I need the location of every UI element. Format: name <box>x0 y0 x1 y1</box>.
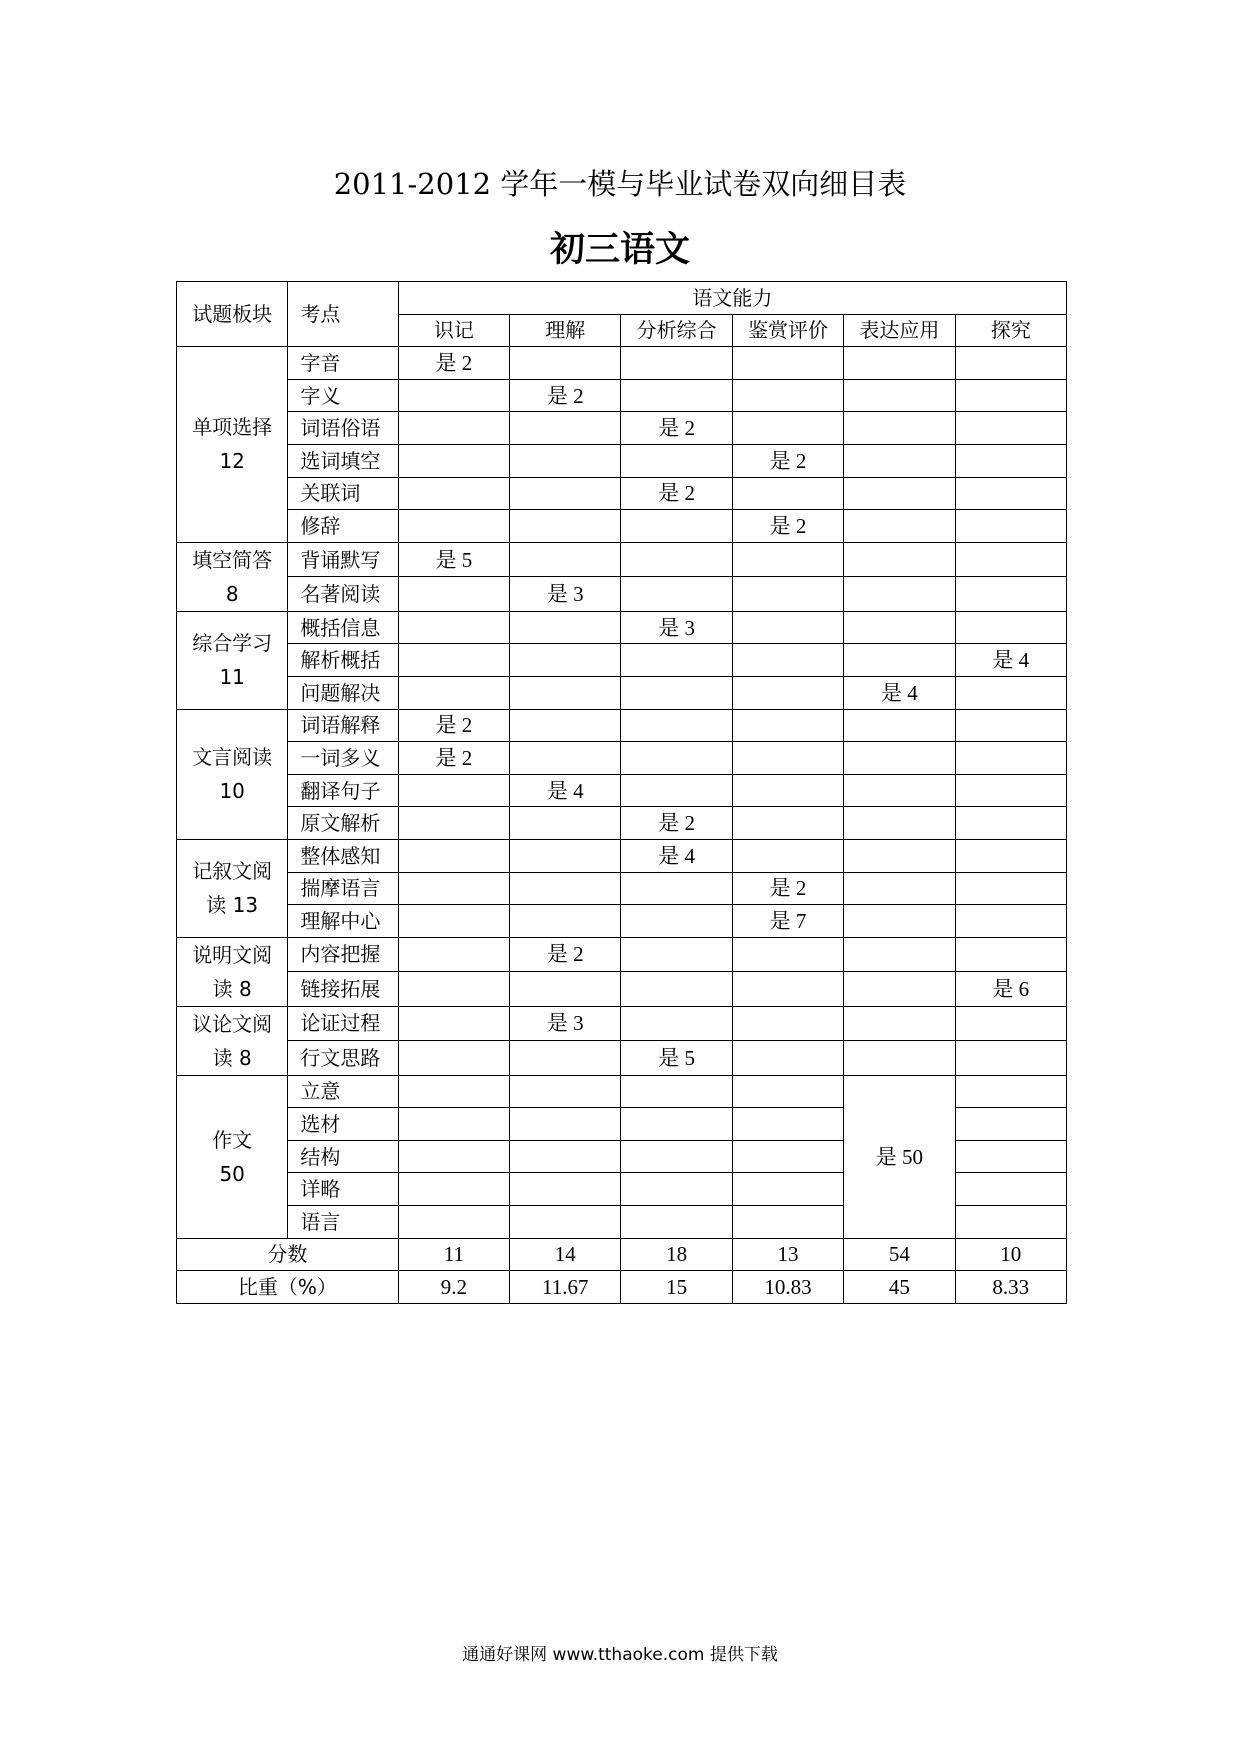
ability-cell <box>955 872 1066 905</box>
ability-cell <box>621 937 732 972</box>
table-row <box>177 542 1067 577</box>
section-label-line: 填空简答 <box>192 547 273 572</box>
ability-cell <box>510 1206 621 1239</box>
score-row-value: 14 <box>510 1238 621 1271</box>
table-row <box>177 742 1067 775</box>
ability-cell: 是 2 <box>398 709 509 742</box>
ability-cell <box>398 1206 509 1239</box>
ability-cell <box>844 1041 955 1076</box>
ability-cell <box>732 807 843 840</box>
section-label-line: 单项选择 <box>192 415 273 440</box>
exam-point: 整体感知 <box>288 839 398 872</box>
ability-cell <box>510 905 621 938</box>
ability-cell <box>510 742 621 775</box>
ability-cell <box>398 412 509 445</box>
ability-cell <box>732 709 843 742</box>
ability-cell <box>732 676 843 709</box>
ability-cell <box>510 872 621 905</box>
score-row <box>177 1238 1067 1271</box>
ability-cell <box>732 972 843 1007</box>
table-row <box>177 905 1067 938</box>
ability-cell <box>955 1140 1066 1173</box>
ability-cell <box>955 742 1066 775</box>
ability-cell <box>510 1108 621 1141</box>
ability-cell <box>398 872 509 905</box>
ability-header: 识记 <box>398 314 509 347</box>
ability-cell <box>844 477 955 510</box>
ability-cell <box>732 742 843 775</box>
exam-point: 一词多义 <box>288 742 398 775</box>
ability-cell <box>510 412 621 445</box>
exam-point: 问题解决 <box>288 676 398 709</box>
table-row <box>177 709 1067 742</box>
table-row <box>177 1006 1067 1041</box>
exam-point: 原文解析 <box>288 807 398 840</box>
section-label <box>177 1075 288 1238</box>
spec-table <box>176 281 1067 1304</box>
ability-cell <box>398 905 509 938</box>
weight-row <box>177 1271 1067 1304</box>
ability-cell <box>510 709 621 742</box>
ability-cell: 是 2 <box>621 477 732 510</box>
ability-cell: 是 2 <box>510 379 621 412</box>
ability-cell <box>844 577 955 612</box>
ability-cell <box>510 1173 621 1206</box>
exam-point: 揣摩语言 <box>288 872 398 905</box>
ability-cell <box>955 676 1066 709</box>
ability-cell <box>621 1206 732 1239</box>
merged-ability-cell: 是 50 <box>844 1075 955 1238</box>
ability-cell <box>510 972 621 1007</box>
ability-cell <box>621 379 732 412</box>
ability-cell <box>844 412 955 445</box>
ability-cell <box>398 1173 509 1206</box>
exam-point: 翻译句子 <box>288 774 398 807</box>
ability-cell <box>398 774 509 807</box>
ability-group-header: 语文能力 <box>398 282 1066 315</box>
exam-point: 修辞 <box>288 510 398 543</box>
ability-cell <box>398 444 509 477</box>
ability-cell <box>732 1140 843 1173</box>
table-row <box>177 972 1067 1007</box>
ability-cell <box>621 905 732 938</box>
score-row-value: 10 <box>955 1238 1066 1271</box>
subject-title: 初三语文 <box>549 230 690 270</box>
exam-point: 名著阅读 <box>288 577 398 612</box>
table-row <box>177 347 1067 380</box>
ability-cell: 是 2 <box>621 412 732 445</box>
ability-cell <box>510 839 621 872</box>
ability-cell <box>621 510 732 543</box>
ability-cell <box>955 611 1066 644</box>
ability-cell: 是 5 <box>398 542 509 577</box>
ability-cell <box>398 1108 509 1141</box>
ability-cell <box>732 347 843 380</box>
ability-cell: 是 4 <box>955 644 1066 677</box>
ability-cell <box>621 542 732 577</box>
ability-cell <box>621 1006 732 1041</box>
ability-cell <box>844 347 955 380</box>
ability-cell: 是 2 <box>398 742 509 775</box>
ability-cell <box>732 611 843 644</box>
page-title: 2011-2012 学年一模与毕业试卷双向细目表 <box>333 167 907 201</box>
section-label-line: 文言阅读 <box>192 745 273 770</box>
ability-cell <box>844 937 955 972</box>
ability-cell <box>510 510 621 543</box>
ability-cell <box>398 937 509 972</box>
ability-header: 分析综合 <box>621 314 732 347</box>
ability-cell <box>398 510 509 543</box>
ability-cell <box>398 1041 509 1076</box>
section-label <box>177 1006 288 1075</box>
ability-cell <box>621 577 732 612</box>
ability-cell <box>955 937 1066 972</box>
section-label-line: 作文 <box>212 1127 253 1152</box>
ability-cell <box>398 611 509 644</box>
ability-cell: 是 3 <box>510 577 621 612</box>
ability-cell <box>621 742 732 775</box>
ability-cell: 是 5 <box>621 1041 732 1076</box>
section-label-line: 8 <box>225 581 239 606</box>
ability-cell <box>844 510 955 543</box>
ability-cell: 是 6 <box>955 972 1066 1007</box>
section-label <box>177 611 288 709</box>
ability-cell <box>398 379 509 412</box>
exam-point: 选词填空 <box>288 444 398 477</box>
ability-cell: 是 3 <box>510 1006 621 1041</box>
ability-cell <box>955 709 1066 742</box>
ability-cell <box>621 444 732 477</box>
table-row <box>177 676 1067 709</box>
table-row <box>177 774 1067 807</box>
section-label-line: 11 <box>219 665 245 690</box>
ability-cell <box>621 709 732 742</box>
weight-row-label: 比重（%） <box>177 1271 399 1304</box>
ability-cell <box>398 807 509 840</box>
exam-point: 概括信息 <box>288 611 398 644</box>
ability-cell <box>510 542 621 577</box>
ability-cell <box>510 611 621 644</box>
exam-point: 关联词 <box>288 477 398 510</box>
ability-cell <box>732 1108 843 1141</box>
ability-cell <box>732 937 843 972</box>
ability-cell: 是 2 <box>510 937 621 972</box>
score-row-value: 13 <box>732 1238 843 1271</box>
exam-point: 链接拓展 <box>288 972 398 1007</box>
ability-cell <box>844 905 955 938</box>
ability-cell <box>955 477 1066 510</box>
exam-point: 背诵默写 <box>288 542 398 577</box>
exam-point: 字音 <box>288 347 398 380</box>
ability-cell <box>621 774 732 807</box>
ability-cell <box>732 1041 843 1076</box>
table-row <box>177 477 1067 510</box>
footer-credit: 通通好课网 www.tthaoke.com 提供下载 <box>462 1645 778 1665</box>
ability-cell <box>844 379 955 412</box>
ability-cell <box>621 872 732 905</box>
table-row <box>177 444 1067 477</box>
ability-cell <box>955 412 1066 445</box>
section-label-line: 读 8 <box>212 1045 252 1070</box>
exam-point: 解析概括 <box>288 644 398 677</box>
ability-cell <box>621 347 732 380</box>
ability-cell <box>844 644 955 677</box>
ability-cell: 是 2 <box>732 510 843 543</box>
ability-cell <box>510 477 621 510</box>
ability-cell <box>955 542 1066 577</box>
weight-row-value: 15 <box>621 1271 732 1304</box>
ability-cell <box>398 839 509 872</box>
ability-cell <box>732 1075 843 1108</box>
exam-point: 行文思路 <box>288 1041 398 1076</box>
ability-cell <box>398 577 509 612</box>
exam-point: 词语俗语 <box>288 412 398 445</box>
ability-cell <box>844 872 955 905</box>
ability-header: 探究 <box>955 314 1066 347</box>
ability-cell <box>955 347 1066 380</box>
section-label <box>177 542 288 611</box>
ability-cell <box>955 1206 1066 1239</box>
ability-cell <box>732 412 843 445</box>
ability-cell <box>732 379 843 412</box>
ability-cell <box>510 676 621 709</box>
ability-cell <box>510 1140 621 1173</box>
ability-cell <box>955 1075 1066 1108</box>
ability-cell <box>955 510 1066 543</box>
ability-cell <box>510 347 621 380</box>
ability-cell: 是 2 <box>732 444 843 477</box>
section-label <box>177 937 288 1006</box>
ability-cell <box>732 577 843 612</box>
weight-row-value: 45 <box>844 1271 955 1304</box>
ability-cell: 是 2 <box>398 347 509 380</box>
ability-cell <box>621 972 732 1007</box>
ability-cell: 是 7 <box>732 905 843 938</box>
ability-cell <box>732 774 843 807</box>
ability-header: 表达应用 <box>844 314 955 347</box>
exam-point: 内容把握 <box>288 937 398 972</box>
exam-point: 词语解释 <box>288 709 398 742</box>
ability-cell <box>844 774 955 807</box>
ability-cell <box>955 379 1066 412</box>
score-row-value: 11 <box>398 1238 509 1271</box>
table-row <box>177 1075 1067 1108</box>
ability-cell <box>955 444 1066 477</box>
exam-point: 字义 <box>288 379 398 412</box>
table-row <box>177 577 1067 612</box>
table-row <box>177 937 1067 972</box>
table-row <box>177 510 1067 543</box>
ability-cell <box>510 444 621 477</box>
ability-cell: 是 3 <box>621 611 732 644</box>
weight-row-value: 8.33 <box>955 1271 1066 1304</box>
ability-cell <box>732 1173 843 1206</box>
table-row <box>177 1041 1067 1076</box>
section-label-line: 12 <box>219 449 245 474</box>
ability-cell <box>621 676 732 709</box>
ability-cell <box>621 644 732 677</box>
ability-cell <box>621 1075 732 1108</box>
score-row-value: 18 <box>621 1238 732 1271</box>
section-label-line: 读 8 <box>212 976 252 1001</box>
ability-cell <box>955 1173 1066 1206</box>
column-header-point: 考点 <box>288 282 398 347</box>
ability-cell <box>844 611 955 644</box>
score-row-value: 54 <box>844 1238 955 1271</box>
ability-cell <box>621 1140 732 1173</box>
header-row <box>177 282 1067 315</box>
ability-cell <box>732 1006 843 1041</box>
section-label-line: 读 13 <box>206 893 259 918</box>
ability-cell <box>844 742 955 775</box>
ability-cell <box>844 444 955 477</box>
ability-cell <box>844 807 955 840</box>
ability-cell: 是 4 <box>844 676 955 709</box>
ability-cell <box>844 542 955 577</box>
table-row <box>177 807 1067 840</box>
ability-cell <box>732 477 843 510</box>
ability-cell: 是 2 <box>732 872 843 905</box>
ability-cell <box>955 1006 1066 1041</box>
ability-cell: 是 2 <box>621 807 732 840</box>
ability-cell <box>398 644 509 677</box>
ability-cell <box>955 905 1066 938</box>
ability-cell <box>621 1173 732 1206</box>
ability-cell <box>510 1041 621 1076</box>
ability-cell <box>732 542 843 577</box>
ability-cell <box>844 972 955 1007</box>
ability-cell: 是 4 <box>621 839 732 872</box>
table-row <box>177 839 1067 872</box>
ability-header: 理解 <box>510 314 621 347</box>
weight-row-value: 10.83 <box>732 1271 843 1304</box>
section-label-line: 议论文阅 <box>192 1011 273 1036</box>
ability-cell <box>510 644 621 677</box>
exam-point: 理解中心 <box>288 905 398 938</box>
ability-cell <box>398 1140 509 1173</box>
section-label-line: 综合学习 <box>192 631 273 656</box>
table-row <box>177 412 1067 445</box>
table-row <box>177 611 1067 644</box>
ability-cell <box>398 676 509 709</box>
exam-point: 详略 <box>288 1173 398 1206</box>
ability-cell <box>621 1108 732 1141</box>
section-label-line: 50 <box>219 1161 245 1186</box>
exam-point: 语言 <box>288 1206 398 1239</box>
ability-cell <box>844 839 955 872</box>
ability-cell <box>398 972 509 1007</box>
table-row <box>177 872 1067 905</box>
ability-cell <box>732 1206 843 1239</box>
ability-cell <box>732 644 843 677</box>
section-label-line: 说明文阅 <box>192 942 273 967</box>
exam-point: 论证过程 <box>288 1006 398 1041</box>
ability-cell <box>955 577 1066 612</box>
ability-cell <box>398 477 509 510</box>
section-label-line: 10 <box>219 779 245 804</box>
ability-cell <box>955 1108 1066 1141</box>
exam-point: 结构 <box>288 1140 398 1173</box>
score-row-label: 分数 <box>177 1238 399 1271</box>
ability-cell <box>955 774 1066 807</box>
ability-cell <box>844 709 955 742</box>
exam-point: 立意 <box>288 1075 398 1108</box>
weight-row-value: 9.2 <box>398 1271 509 1304</box>
ability-cell <box>955 839 1066 872</box>
section-label <box>177 709 288 839</box>
table-row <box>177 644 1067 677</box>
ability-cell <box>510 1075 621 1108</box>
ability-cell <box>398 1006 509 1041</box>
section-label-line: 记叙文阅 <box>192 859 273 884</box>
column-header-block: 试题板块 <box>177 282 288 347</box>
ability-cell: 是 4 <box>510 774 621 807</box>
ability-cell <box>510 807 621 840</box>
section-label <box>177 839 288 937</box>
ability-header: 鉴赏评价 <box>732 314 843 347</box>
ability-cell <box>732 839 843 872</box>
ability-cell <box>398 1075 509 1108</box>
section-label <box>177 347 288 543</box>
ability-cell <box>955 1041 1066 1076</box>
ability-cell <box>844 1006 955 1041</box>
exam-point: 选材 <box>288 1108 398 1141</box>
table-row <box>177 379 1067 412</box>
ability-cell <box>955 807 1066 840</box>
weight-row-value: 11.67 <box>510 1271 621 1304</box>
